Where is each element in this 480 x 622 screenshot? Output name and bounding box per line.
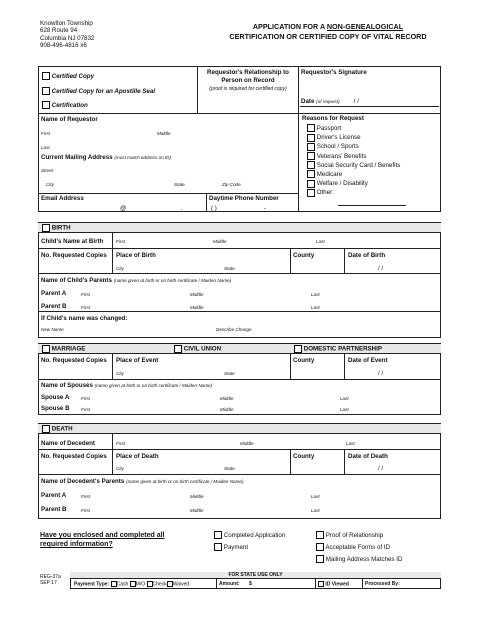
checkbox[interactable] [307,180,315,188]
reason-passport[interactable]: Passport [307,124,400,133]
form-id [40,574,61,586]
birth-copies-label: No. Requested Copies [41,252,107,259]
checkbox[interactable] [307,134,315,142]
death-county-label: County [293,453,315,460]
checkbox[interactable] [214,543,222,551]
reason-medicare[interactable]: Medicare [307,170,400,179]
checklist-right [316,530,402,566]
reason-welfare[interactable]: Welfare / Disability [307,179,400,188]
checkbox[interactable] [307,143,315,151]
death-state[interactable]: State [224,466,235,471]
death-date-label: Date of Death [348,453,388,460]
birth-parent-a: Parent A [41,290,67,297]
reason-veterans[interactable]: Veterans' Benefits [307,152,400,161]
office-address1: 628 Route 94 [40,27,78,35]
requestor-name-title: Name of Requestor [41,116,98,123]
describe-change-field[interactable]: Describe Change [216,327,252,332]
checkbox[interactable] [318,581,324,587]
requestor-first[interactable]: First [41,131,50,136]
decedent-first[interactable]: First [116,441,125,446]
copy-type-apostille[interactable]: Certified Copy for an Apostille Seal [42,85,155,100]
checkbox[interactable] [294,345,302,353]
checkbox[interactable] [307,170,315,178]
parent-b-middle[interactable]: Middle [190,305,204,310]
checklist-question: Have you enclosed and completed all required information? [40,532,165,548]
spouses-title: Name of Spouses (name given at birth or on birth certificate / Maiden Name) [41,382,213,389]
birth-date-field[interactable]: / / [378,265,384,272]
check-proof-relationship[interactable]: Proof of Relationship [316,530,402,542]
name-changed-label: If Child's name was changed: [41,315,128,322]
marriage-checkbox-label[interactable]: MARRIAGE [42,345,85,353]
form-date: SEP 17 [40,580,57,586]
street-field[interactable]: Street [41,168,54,173]
event-county-label: County [293,357,315,364]
decedent-name-label: Name of Decedent [41,440,95,447]
death-date-field[interactable]: / / [378,465,384,472]
birth-place-label: Place of Birth [116,252,156,259]
birth-county-label: County [293,252,315,259]
checkbox[interactable] [307,189,315,197]
checkbox[interactable] [42,425,50,433]
domestic-partnership-checkbox-label[interactable]: DOMESTIC PARTNERSHIP [294,345,382,353]
checkbox[interactable] [42,87,50,95]
email-dot: . [181,205,183,212]
copy-type-certification[interactable]: Certification [42,99,155,114]
death-band [38,423,441,434]
spouse-b-first[interactable]: First [81,407,90,412]
birth-parents-title: Name of Child's Parents (name given at birth or on birth certificate / Maiden Name) [41,277,232,284]
spouse-a-first[interactable]: First [81,396,90,401]
reason-drivers-license[interactable]: Driver's License [307,133,400,142]
birth-band [38,222,441,233]
checkbox[interactable] [316,555,324,563]
death-copies-label: No. Requested Copies [41,453,107,460]
amount-field[interactable]: Amount: $ [219,581,252,587]
office-phone: 908-496-4816 x6 [40,42,87,50]
child-first[interactable]: First [116,239,125,244]
parent-b-last[interactable]: Last [311,305,320,310]
parent-a-last[interactable]: Last [311,292,320,297]
birth-parent-b: Parent B [41,303,67,310]
death-parent-b: Parent B [41,506,67,513]
city-field[interactable]: City [46,182,54,187]
check-mailing-address[interactable]: Mailing Address Matches ID [316,554,402,566]
office-name: Knowlton Township [40,20,93,27]
office-info [40,20,94,50]
death-parent-a-last[interactable]: Last [311,494,320,499]
spouse-b-middle[interactable]: Middle [220,407,234,412]
reason-social-security[interactable]: Social Security Card / Benefits [307,161,400,170]
civil-union-checkbox-label[interactable]: CIVIL UNION [174,345,221,353]
check-payment[interactable]: Payment [214,542,285,554]
email-title: Email Address [41,195,84,202]
phone-title: Daytime Phone Number [209,195,279,202]
state-field[interactable]: State [174,182,185,187]
check-completed-application[interactable]: Completed Application [214,530,285,542]
new-name-field[interactable]: New Name [41,327,64,332]
reasons-list [307,124,400,198]
event-city[interactable]: City [116,371,124,376]
phone-parens[interactable]: ( ) [211,205,217,212]
mailing-address-title: Current Mailing Address (must match address on ID) [41,154,172,161]
phone-dash: - [264,205,267,212]
spouse-b-last[interactable]: Last [340,407,349,412]
checkbox[interactable] [316,531,324,539]
event-date-label: Date of Event [348,357,388,364]
death-parent-b-first[interactable]: First [81,508,90,513]
birth-checkbox-label[interactable]: BIRTH [42,224,71,232]
requestor-middle[interactable]: Middle [157,131,171,136]
checkbox[interactable] [42,101,50,109]
birth-date-label: Date of Birth [348,252,386,259]
decedent-middle[interactable]: Middle [240,441,254,446]
checkbox[interactable] [42,224,50,232]
checklist-left [214,530,285,554]
death-parent-b-last[interactable]: Last [311,508,320,513]
relationship-note: (proof is required for certified copy) [209,86,287,92]
parent-a-first[interactable]: First [81,292,90,297]
title-underlined: NON-GENEALOGICAL [326,22,404,31]
relationship-title: Requestor's Relationship to Person on Record [207,69,289,84]
id-viewed[interactable]: ID Viewed [318,581,349,587]
requestor-last[interactable]: Last [41,145,50,150]
marriage-copies-label: No. Requested Copies [41,357,107,364]
checkbox[interactable] [174,345,182,353]
child-last[interactable]: Last [316,239,325,244]
payment-type-row: Payment Type: Cash M/O Check Waived [74,581,190,588]
reason-other[interactable]: Other: [307,188,400,197]
checkbox[interactable] [42,72,50,80]
decedent-last[interactable]: Last [346,441,355,446]
spouse-a-last[interactable]: Last [340,396,349,401]
title-prefix: APPLICATION FOR A [252,22,327,31]
death-checkbox-label[interactable]: DEATH [42,425,73,433]
processed-by[interactable]: Processed By: [365,581,400,587]
death-place-label: Place of Death [116,453,159,460]
checkbox[interactable] [316,543,324,551]
parent-a-middle[interactable]: Middle [190,292,204,297]
email-at[interactable]: @ [120,205,127,212]
form-number: REG-37a [40,574,61,580]
checkbox[interactable] [42,345,50,353]
spouse-b-label: Spouse B [41,405,70,412]
reasons-title: Reasons for Request [302,115,364,122]
checkbox[interactable] [307,124,315,132]
child-middle[interactable]: Middle [213,239,227,244]
spouse-a-middle[interactable]: Middle [220,396,234,401]
reason-school[interactable]: School / Sports [307,142,400,151]
checkbox[interactable] [307,152,315,160]
copy-type-certified[interactable]: Certified Copy [42,70,155,85]
zip-field[interactable]: Zip Code [222,182,241,187]
title-line2: CERTIFICATION OR CERTIFIED COPY OF VITAL RECORD [229,31,427,41]
event-date-field[interactable]: / / [378,370,384,377]
office-address2: Columbia NJ 07832 [40,34,95,42]
decedent-parents-title: Name of Decedent's Parents (name given at birth or on birth certificate / Maiden Name) [41,478,244,485]
form-title [218,22,438,41]
death-parent-a-first[interactable]: First [81,494,90,499]
copy-type-list [42,70,155,114]
child-name-label: Child's Name at Birth [41,238,104,245]
checkbox[interactable] [307,161,315,169]
parent-b-first[interactable]: First [81,305,90,310]
death-parent-a: Parent A [41,492,67,499]
death-parent-a-middle[interactable]: Middle [190,494,204,499]
request-date[interactable]: Date (of request) / / [301,98,359,105]
birth-state[interactable]: State [224,266,235,271]
checkbox[interactable] [214,531,222,539]
state-use-header: FOR STATE USE ONLY [70,572,441,579]
event-place-label: Place of Event [116,357,159,364]
death-parent-b-middle[interactable]: Middle [190,508,204,513]
event-state[interactable]: State [224,371,235,376]
check-acceptable-id[interactable]: Acceptable Forms of ID [316,542,402,554]
birth-city[interactable]: City [116,266,124,271]
signature-title: Requestor's Signature [301,69,367,76]
death-city[interactable]: City [116,466,124,471]
spouse-a-label: Spouse A [41,394,70,401]
